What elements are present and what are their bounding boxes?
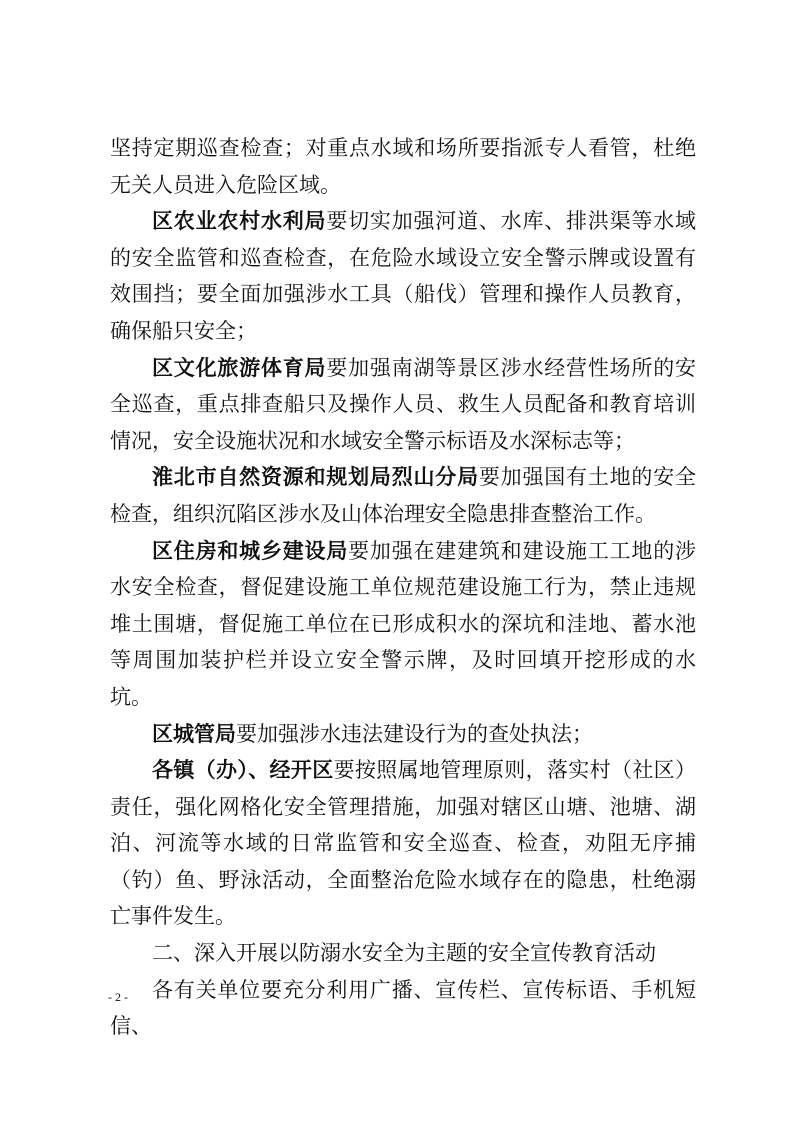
- paragraph-culture-tourism-bureau: [110, 350, 696, 460]
- page-number: - 2 -: [108, 990, 128, 1004]
- paragraph-urban-management-bureau: [110, 716, 696, 753]
- paragraph-text: 要按照属地管理原则，落实村（社区）责任，强化网格化安全管理措施，加强对辖区山塘、池塘、湖泊、河流等水域的日常监管和安全巡查、检查，劝阻无序捕（钓）鱼、野泳活动，全面整治危险水域存在的隐患，杜绝溺亡事件发生。: [110, 758, 697, 929]
- paragraph-lead: 各镇（办）、经开区: [152, 758, 334, 783]
- paragraph-text: 要加强涉水违法建设行为的查处执法；: [236, 721, 593, 746]
- paragraph-natural-resources-bureau: [110, 459, 696, 532]
- section-heading: 二、深入开展以防溺水安全为主题的安全宣传教育活动: [152, 941, 656, 966]
- paragraph-text: 要加强国有土地的安全检查，组织沉陷区涉水及山体治理安全隐患排查整治工作。: [110, 465, 696, 526]
- paragraph-housing-bureau: [110, 533, 696, 716]
- paragraph-text: 要切实加强河道、水库、排洪渠等水域的安全监管和巡查检查，在危险水域设立安全警示牌或设置有效围挡；要全面加强涉水工具（船伐）管理和操作人员教育，确保船只安全；: [110, 209, 697, 343]
- paragraph-text: 要加强南湖等景区涉水经营性场所的安全巡查，重点排查船只及操作人员、救生人员配备和教育培训情况，安全设施状况和水域安全警示标语及水深标志等；: [110, 355, 697, 453]
- paragraph-text: 坚持定期巡查检查；对重点水域和场所要指派专人看管，杜绝无关人员进入危险区域。: [110, 136, 696, 197]
- paragraph-publicity: 各有关单位要充分利用广播、宣传栏、宣传标语、手机短信、: [110, 977, 696, 1039]
- paragraph-text: 要加强在建建筑和建设施工工地的涉水安全检查，督促建设施工单位规范建设施工行为，禁止违规堆土围塘，督促施工单位在已形成积水的深坑和洼地、蓄水池等周围加装护栏并设立安全警示牌，及时回填开挖形成的水坑。: [110, 538, 696, 709]
- paragraph-towns-development-zone: [110, 752, 696, 935]
- paragraph-lead: 区农业农村水利局: [152, 209, 327, 234]
- paragraph-lead: 区文化旅游体育局: [152, 355, 327, 380]
- paragraph-continuation: [110, 130, 696, 203]
- paragraph-agriculture-bureau: [110, 203, 696, 349]
- body-text: [110, 130, 696, 1045]
- paragraph-lead: 区住房和城乡建设局: [152, 538, 349, 563]
- paragraph-lead: 淮北市自然资源和规划局烈山分局: [152, 465, 479, 490]
- paragraph-lead: 区城管局: [152, 721, 236, 746]
